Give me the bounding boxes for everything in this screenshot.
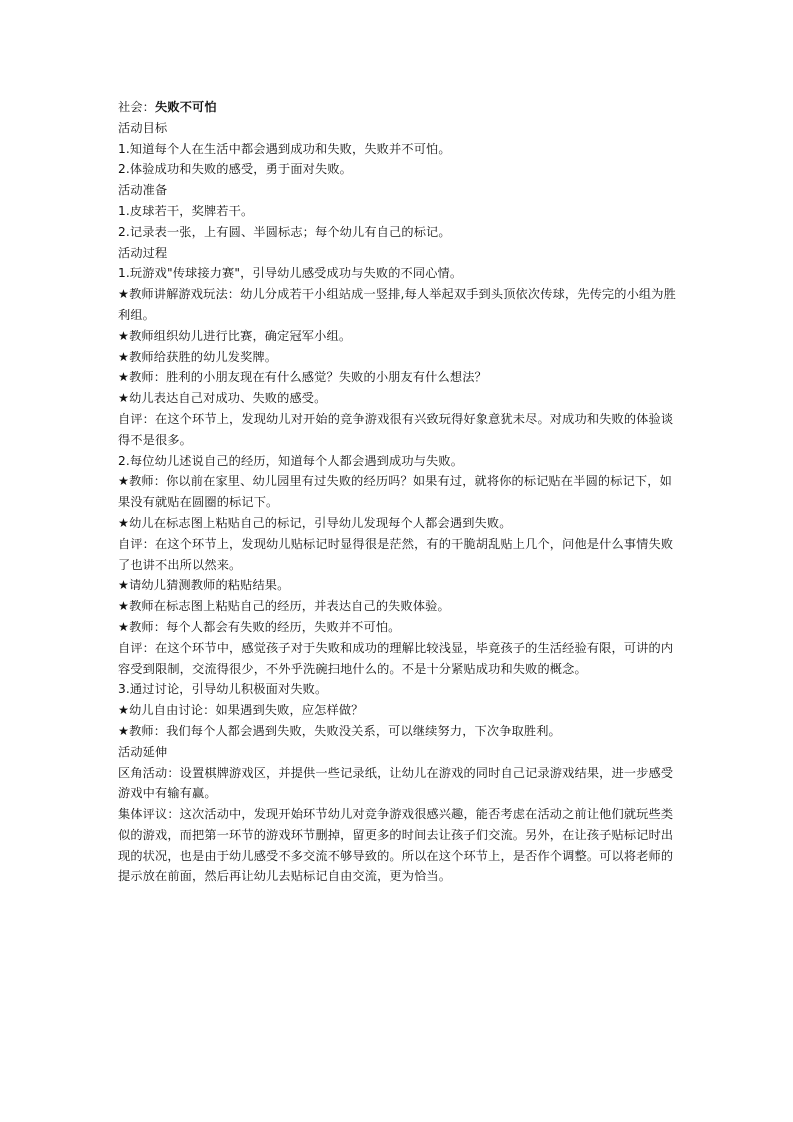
document-body xyxy=(118,97,678,887)
paragraph: 1.玩游戏"传球接力赛"，引导幼儿感受成功与失败的不同心情。 xyxy=(118,266,463,281)
paragraph: 2.每位幼儿述说自己的经历，知道每个人都会遇到成功与失败。 xyxy=(118,453,464,468)
paragraph: ★幼儿在标志图上粘贴自己的标记，引导幼儿发现每个人都会遇到失败。 xyxy=(118,515,512,530)
paragraph: ★教师给获胜的幼儿发奖牌。 xyxy=(118,349,278,364)
paragraph: 集体评议：这次活动中，发现开始环节幼儿对竞争游戏很感兴趣，能否考虑在活动之前让他们就玩些类似的游戏，而把第一环节的游戏环节删掉，留更多的时间去让孩子们交流。另外，在让孩子贴标记时出现的状况，也是由于幼儿感受不多交流不够导致的。所以在这个环节上，是否作个调整。可以将老师的提示放在前面，然后再让幼儿去贴标记自由交流，更为恰当。 xyxy=(118,807,674,884)
paragraph: ★教师：每个人都会有失败的经历，失败并不可怕。 xyxy=(118,619,401,634)
paragraph: 自评：在这个环节中，感觉孩子对于失败和成功的理解比较浅显，毕竟孩子的生活经验有限，可讲的内容受到限制，交流得很少，不外乎洗碗扫地什么的。不是十分紧贴成功和失败的概念。 xyxy=(118,640,674,676)
paragraph: 区角活动：设置棋牌游戏区，并提供一些记录纸，让幼儿在游戏的同时自己记录游戏结果，进一步感受游戏中有输有赢。 xyxy=(118,765,674,801)
paragraph: 自评：在这个环节上，发现幼儿贴标记时显得很是茫然，有的干脆胡乱贴上几个，问他是什么事情失败了也讲不出所以然来。 xyxy=(118,536,674,572)
section-heading-extension: 活动延伸 xyxy=(118,744,168,759)
document-title xyxy=(118,97,678,118)
paragraph: 1.皮球若干，奖牌若干。 xyxy=(118,203,254,218)
section-heading-process: 活动过程 xyxy=(118,245,168,260)
paragraph: ★教师：我们每个人都会遇到失败，失败没关系，可以继续努力，下次争取胜利。 xyxy=(118,723,561,738)
paragraph: 3.通过讨论，引导幼儿积极面对失败。 xyxy=(118,682,328,697)
paragraph: 2.记录表一张，上有圆、半圆标志；每个幼儿有自己的标记。 xyxy=(118,224,451,239)
paragraph: 自评：在这个环节上，发现幼儿对开始的竞争游戏很有兴致玩得好象意犹未尽。对成功和失败的体验谈得不是很多。 xyxy=(118,411,674,447)
paragraph: ★教师：你以前在家里、幼儿园里有过失败的经历吗？如果有过，就将你的标记贴在半圆的标记下，如果没有就贴在圆圈的标记下。 xyxy=(118,474,672,510)
paragraph: ★教师讲解游戏玩法：幼儿分成若干小组站成一竖排,每人举起双手到头顶依次传球，先传完的小组为胜利组。 xyxy=(118,287,676,322)
paragraph: ★教师在标志图上粘贴自己的经历，并表达自己的失败体验。 xyxy=(118,599,450,614)
paragraph: ★幼儿表达自己对成功、失败的感受。 xyxy=(118,391,327,406)
title-prefix: 社会： xyxy=(118,100,156,114)
paragraph: 2.体验成功和失败的感受，勇于面对失败。 xyxy=(118,162,353,177)
paragraph: 1.知道每个人在生活中都会遇到成功和失败，失败并不可怕。 xyxy=(118,141,451,156)
section-heading-goals: 活动目标 xyxy=(118,120,168,135)
paragraph: ★教师组织幼儿进行比赛，确定冠军小组。 xyxy=(118,328,352,343)
paragraph: ★教师：胜利的小朋友现在有什么感觉？失败的小朋友有什么想法？ xyxy=(118,370,487,385)
paragraph: ★幼儿自由讨论：如果遇到失败，应怎样做？ xyxy=(118,703,364,718)
paragraph: ★请幼儿猜测教师的粘贴结果。 xyxy=(118,578,290,593)
title-main: 失败不可怕 xyxy=(155,100,217,114)
section-heading-prep: 活动准备 xyxy=(118,183,168,198)
